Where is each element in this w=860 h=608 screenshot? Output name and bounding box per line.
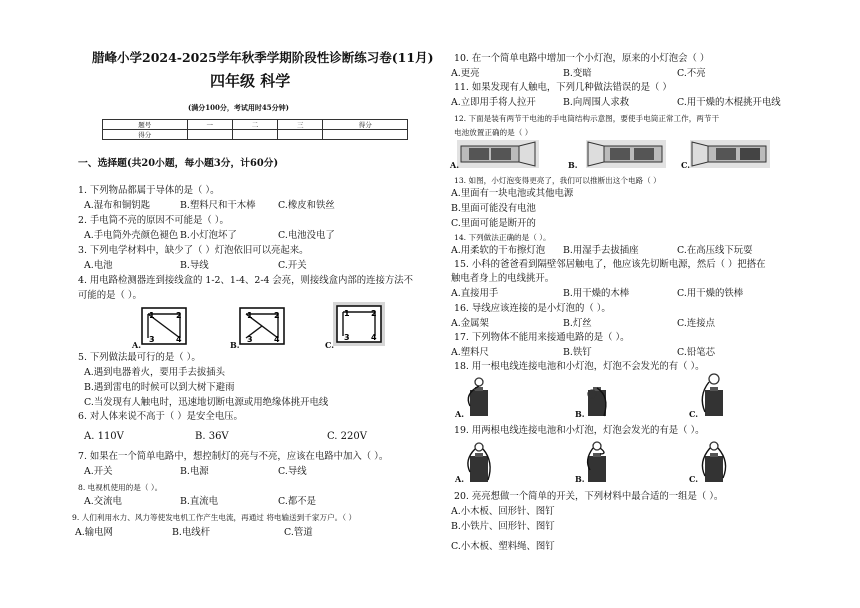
option-5a: A.遇到电器着火，要用手去拔插头 — [84, 367, 226, 378]
option-6a: A. 110V — [84, 431, 124, 442]
question-12-cont: 电池放置正确的是（ ） — [454, 128, 533, 137]
score-table-row — [103, 130, 408, 140]
option-14b: B.用湿手去拔插座 — [563, 245, 639, 256]
score-cell: 三 — [278, 120, 323, 130]
option-2b: B.小灯泡坏了 — [180, 230, 237, 241]
option-11c: C.用干燥的木棍挑开电线 — [677, 97, 781, 108]
circuit-19c-label: C. — [689, 474, 699, 484]
flashlight-c-label: C. — [681, 160, 691, 170]
score-cell: 二 — [232, 120, 277, 130]
option-8a: A.交流电 — [84, 496, 122, 507]
flashlight-b-label: B. — [568, 160, 578, 170]
score-cell[interactable] — [323, 130, 408, 140]
option-3c: C.开关 — [278, 260, 307, 271]
terminal-number: 1 — [344, 309, 350, 318]
question-4-cont: 可能的是（ ）。 — [78, 290, 142, 301]
circuit-19a-label: A. — [455, 474, 464, 484]
circuit-18b-label: B. — [575, 409, 585, 419]
question-1: 1. 下列物品都属于导体的是（ ）。 — [78, 185, 220, 196]
question-11: 11. 如果发现有人触电，下列几种做法错误的是（ ） — [454, 82, 672, 93]
exam-subtitle: 四年级 科学 — [210, 72, 291, 90]
question-6: 6. 对人体来说不高于（ ）是安全电压。 — [78, 411, 243, 422]
option-20a: A.小木板、回形针、图钉 — [451, 506, 555, 517]
junction-box-c-label: C. — [325, 340, 335, 350]
option-3b: B.导线 — [180, 260, 209, 271]
junction-box-b-drawing — [238, 306, 286, 346]
option-13a: A.里面有一块电池或其他电源 — [451, 188, 574, 199]
flashlight-a — [457, 140, 539, 168]
score-cell[interactable] — [278, 130, 323, 140]
circuit-18a-label: A. — [455, 409, 464, 419]
option-9a: A.输电网 — [75, 527, 113, 538]
junction-box-b — [238, 306, 286, 346]
circuit-photo-18c — [696, 372, 732, 418]
question-18: 18. 用一根电线连接电池和小灯泡，灯泡不会发光的有（ ）。 — [454, 361, 705, 372]
option-8b: B.直流电 — [180, 496, 218, 507]
option-16b: B.灯丝 — [563, 318, 592, 329]
flashlight-b — [586, 140, 666, 168]
option-17b: B.铁钉 — [563, 347, 592, 358]
junction-box-a — [140, 306, 188, 346]
option-1c: C.橡皮和铁丝 — [278, 200, 335, 211]
question-14: 14. 下列做法正确的是（ ）。 — [454, 233, 551, 242]
terminal-number: 3 — [247, 335, 253, 344]
option-7c: C.导线 — [278, 466, 307, 477]
option-10b: B.变暗 — [563, 68, 592, 79]
section-heading: 一、选择题(共20小题，每小题3分，计60分) — [78, 158, 279, 169]
circuit-photo-19c-drawing — [696, 440, 732, 484]
score-table — [102, 119, 408, 140]
question-15-cont: 触电者身上的电线挑开。 — [451, 273, 555, 284]
flashlight-a-drawing — [457, 140, 539, 168]
flashlight-c — [690, 140, 770, 168]
question-20: 20. 亮亮想做一个简单的开关，下列材料中最合适的一组是（ ）。 — [454, 491, 724, 502]
circuit-18c-label: C. — [689, 409, 699, 419]
option-9c: C.管道 — [284, 527, 313, 538]
terminal-number: 2 — [176, 311, 182, 320]
score-table-row — [103, 120, 408, 130]
option-3a: A.电池 — [84, 260, 113, 271]
terminal-number: 1 — [149, 311, 155, 320]
question-9: 9. 人们利用水力、风力等使发电机工作产生电流，再通过 将电输送到千家万户。（ ） — [72, 513, 357, 522]
option-20b: B.小铁片、回形针、图钉 — [451, 521, 555, 532]
junction-box-b-label: B. — [230, 340, 240, 350]
circuit-photo-19a-drawing — [460, 440, 496, 484]
circuit-photo-19c — [696, 440, 732, 484]
circuit-photo-18a — [460, 376, 496, 418]
score-cell[interactable] — [187, 130, 232, 140]
question-2: 2. 手电筒不亮的原因不可能是（ ）。 — [78, 215, 229, 226]
question-4: 4. 用电路检测器连到接线盒的 1-2、1-4、2-4 会亮，则接线盒内部的连接方法不 — [78, 275, 414, 286]
question-13: 13. 如图，小灯泡变得更亮了，我们可以推断出这个电路（ ） — [454, 176, 661, 185]
option-9b: B.电线杆 — [172, 527, 210, 538]
terminal-number: 4 — [371, 333, 377, 342]
circuit-photo-19a — [460, 440, 496, 484]
option-7a: A.开关 — [84, 466, 113, 477]
terminal-number: 3 — [149, 335, 155, 344]
junction-box-c-drawing — [333, 302, 385, 346]
junction-box-a-drawing — [140, 306, 188, 346]
option-11b: B.向周围人求救 — [563, 97, 630, 108]
flashlight-a-label: A. — [450, 160, 459, 170]
score-cell: 一 — [187, 120, 232, 130]
terminal-number: 3 — [344, 333, 350, 342]
option-11a: A.立即用手将人拉开 — [451, 97, 536, 108]
question-5: 5. 下列做法最可行的是（ ）。 — [78, 352, 201, 363]
option-2c: C.电池没电了 — [278, 230, 335, 241]
option-6c: C. 220V — [327, 431, 367, 442]
option-13b: B.里面可能没有电池 — [451, 203, 536, 214]
option-15a: A.直接用手 — [451, 288, 499, 299]
option-5c: C.当发现有人触电时，迅速地切断电源或用绝缘体挑开电线 — [84, 397, 329, 408]
option-6b: B. 36V — [195, 431, 229, 442]
junction-box-a-label: A. — [132, 340, 141, 350]
circuit-photo-18a-drawing — [460, 376, 496, 418]
exam-note: (满分100分，考试用时45分钟) — [188, 103, 289, 112]
flashlight-b-drawing — [586, 140, 666, 168]
score-cell[interactable] — [232, 130, 277, 140]
terminal-number: 2 — [371, 309, 377, 318]
question-15: 15. 小科的爸爸看到隔壁邻居触电了，他应该先切断电源，然后（ ）把搭在 — [454, 259, 766, 270]
option-10c: C.不亮 — [677, 68, 706, 79]
option-14c: C.在高压线下玩耍 — [677, 245, 753, 256]
circuit-photo-18c-drawing — [696, 372, 732, 418]
terminal-number: 4 — [176, 335, 182, 344]
option-20c: C.小木板、塑料绳、图钉 — [451, 541, 555, 552]
score-cell: 题号 — [103, 120, 188, 130]
option-2a: A.手电筒外壳颜色褪色 — [84, 230, 179, 241]
option-15b: B.用干燥的木棒 — [563, 288, 630, 299]
option-14a: A.用柔软的干布擦灯泡 — [451, 245, 546, 256]
option-7b: B.电源 — [180, 466, 209, 477]
option-5b: B.遇到雷电的时候可以到大树下避雨 — [84, 382, 235, 393]
option-17a: A.塑料尺 — [451, 347, 489, 358]
option-16c: C.连接点 — [677, 318, 715, 329]
option-17c: C.铅笔芯 — [677, 347, 715, 358]
question-8: 8. 电视机使用的是（ ）。 — [78, 483, 163, 492]
option-1a: A.湿布和铜钥匙 — [84, 200, 151, 211]
score-cell: 得分 — [323, 120, 408, 130]
question-7: 7. 如果在一个简单电路中，想控制灯的亮与不亮，应该在电路中加入（ ）。 — [78, 451, 389, 462]
circuit-19b-label: B. — [575, 474, 585, 484]
question-10: 10. 在一个简单电路中增加一个小灯泡，原来的小灯泡会（ ） — [454, 53, 710, 64]
option-8c: C.都不是 — [278, 496, 316, 507]
terminal-number: 2 — [274, 311, 280, 320]
exam-title: 腊峰小学2024-2025学年秋季学期阶段性诊断练习卷(11月) — [92, 50, 434, 65]
question-16: 16. 导线应该连接的是小灯泡的（ ）。 — [454, 303, 611, 314]
question-19: 19. 用两根电线连接电池和小灯泡，灯泡会发光的有是（ ）。 — [454, 425, 705, 436]
option-15c: C.用干燥的铁棒 — [677, 288, 744, 299]
junction-box-c — [333, 302, 385, 346]
question-12: 12. 下面是装有两节干电池的手电筒结构示意图，要使手电筒正常工作，两节干 — [454, 114, 720, 123]
terminal-number: 4 — [274, 335, 280, 344]
option-10a: A.更亮 — [451, 68, 480, 79]
flashlight-c-drawing — [690, 140, 770, 168]
terminal-number: 1 — [247, 311, 253, 320]
question-17: 17. 下列物体不能用来接通电路的是（ ）。 — [454, 332, 630, 343]
question-3: 3. 下列电学材料中，缺少了（ ）灯泡依旧可以亮起来。 — [78, 245, 309, 256]
option-13c: C.里面可能是断开的 — [451, 218, 536, 229]
option-1b: B.塑料尺和干木棒 — [180, 200, 256, 211]
score-cell: 得分 — [103, 130, 188, 140]
option-16a: A.金属架 — [451, 318, 489, 329]
